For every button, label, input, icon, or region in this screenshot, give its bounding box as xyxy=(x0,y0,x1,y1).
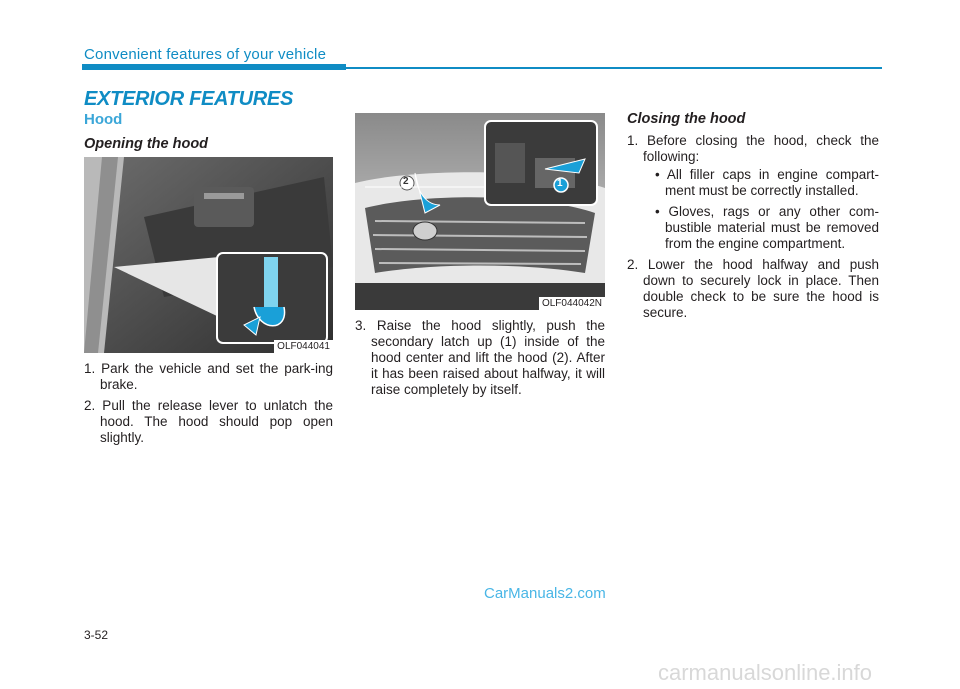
opening-heading: Opening the hood xyxy=(84,136,209,152)
hood-latch-illustration xyxy=(355,113,605,310)
watermark: carmanualsonline.info xyxy=(658,660,873,685)
opening-steps xyxy=(84,361,333,451)
checklist-item: • All filler caps in engine compart-ment must be correctly installed. xyxy=(655,167,879,198)
closing-checklist xyxy=(643,167,879,252)
closing-step-1 xyxy=(627,133,879,252)
section-subtitle: Hood xyxy=(84,111,123,128)
page-number: 3-52 xyxy=(84,628,109,642)
site-link[interactable]: CarManuals2.com xyxy=(484,585,606,602)
figure-label: OLF044042N xyxy=(539,297,605,310)
callout-2-label: 2 xyxy=(403,176,409,187)
middle-steps xyxy=(355,318,605,403)
header-rule-accent xyxy=(82,64,346,70)
hood-release-illustration xyxy=(84,157,333,353)
opening-step-3: 3. Raise the hood slightly, push the secondary latch up (1) inside of the hood center and lift the hood (2). After it has been raised about halfway, it will raise completely by itself. xyxy=(355,318,605,397)
opening-step-1: 1. Park the vehicle and set the park-ing brake. xyxy=(84,361,333,392)
callout-1-label: 1 xyxy=(557,178,563,189)
page-title: EXTERIOR FEATURES xyxy=(84,88,293,110)
closing-heading: Closing the hood xyxy=(627,111,746,127)
secondary-latch-image xyxy=(355,113,605,310)
closing-steps xyxy=(627,133,879,326)
hood-release-lever-image xyxy=(84,157,333,353)
closing-step-2: 2. Lower the hood halfway and push down to securely lock in place. Then double check to be sure the hood is secure. xyxy=(627,257,879,320)
section-header: Convenient features of your vehicle xyxy=(84,46,327,63)
figure-label: OLF044041 xyxy=(274,340,333,353)
closing-step-1-text: 1. Before closing the hood, check the following: xyxy=(627,133,879,164)
opening-step-2: 2. Pull the release lever to unlatch the hood. The hood should pop open slightly. xyxy=(84,398,333,445)
checklist-item: • Gloves, rags or any other com-bustible material must be removed from the engine compartment. xyxy=(655,204,879,251)
